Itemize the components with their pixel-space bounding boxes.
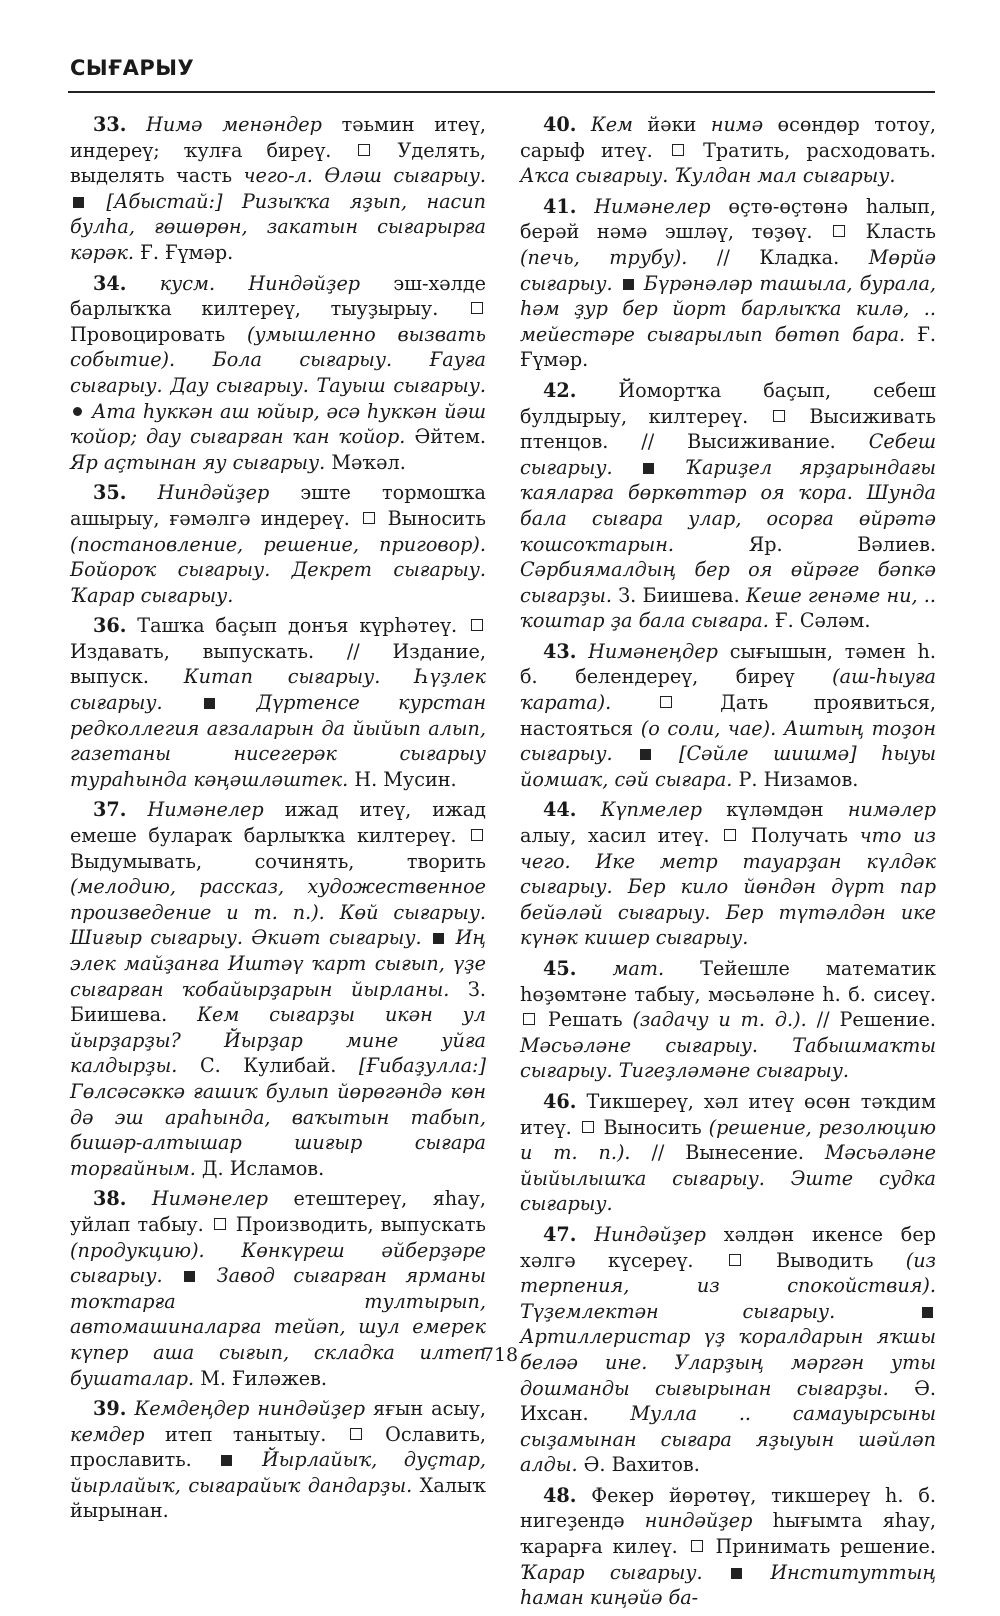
translation-marker-icon [471, 302, 483, 314]
italic-text: Нимәнелер [594, 194, 711, 218]
italic-text: Мәсьәләне йыйылышҡа сығарыу. Эште судка сығарыу. [520, 1141, 936, 1216]
body-text: Выносить [377, 506, 486, 530]
italic-text: Яр аҫтынан яу сығарыу. [70, 450, 326, 474]
entry-number: 44. [543, 798, 577, 822]
body-text: өсөндөр тотоу, сарыф итеү. [520, 113, 936, 162]
entry-number: 46. [543, 1089, 577, 1113]
italic-text: нимә [710, 113, 764, 136]
italic-text: Себеш сығарыу. [520, 430, 936, 479]
entry-number: 43. [543, 639, 577, 663]
italic-text: что из чего. Ике метр тауарҙан күлдәк сығарыу. Бер кило йөндән дүрт пар бейәләй сығарыу. Бер түтәлдән ике күнәк кишер сығарыу. [520, 824, 936, 950]
body-text: Ташҡа баҫып донъя күрһәтеү. [137, 614, 468, 638]
body-text: Выдумывать, сочинять, творить [70, 849, 486, 873]
entry-number: 38. [93, 1187, 127, 1211]
italic-text: Мөрйә сығарыу. [520, 245, 936, 295]
italic-text: Мулла .. самауырсыны сыҙамынан сығара яҙыуын шәйләп алды. [520, 1402, 936, 1477]
body-text [613, 456, 641, 479]
translation-marker-icon [214, 1218, 226, 1230]
translation-marker-icon [358, 144, 370, 156]
dictionary-entry [70, 613, 486, 792]
body-text: яғын асыу, [365, 1397, 486, 1421]
running-head: СЫҒАРЫУ [70, 56, 195, 80]
italic-text: (задачу и т. д.). [632, 1008, 807, 1032]
entry-number: 48. [543, 1483, 577, 1507]
body-text [703, 1561, 728, 1584]
body-text: З. Биишева. [70, 977, 486, 1027]
example-marker-icon [922, 1307, 933, 1318]
italic-text: Мәсьәләне сығарыу. Табышмаҡты сығарыу. Тигеҙләмәне сығарыу. [520, 1033, 936, 1083]
left-column [70, 112, 486, 1529]
dictionary-entry [520, 639, 936, 793]
body-text: сығышын, тәмен һ. б. белендереү, биреү [520, 639, 937, 689]
body-text: Провоцировать [70, 322, 247, 346]
body-text: Тейешле математик һөҙөмтәне табыу, мәсьәләне һ. б. сисеү. [520, 957, 936, 1006]
body-text: хәлдән икенсе бер хәлгә күсереү. [520, 1222, 936, 1272]
body-text [163, 691, 201, 714]
entry-number: 39. [93, 1397, 127, 1421]
body-text: Яр. Вәлиев. [673, 532, 936, 556]
italic-text: ниндәйҙер [644, 1509, 753, 1533]
italic-text: Нимәнелер [147, 798, 264, 822]
example-marker-icon [73, 197, 84, 208]
example-marker-icon [221, 1455, 232, 1466]
dictionary-entry [70, 797, 486, 1181]
italic-text: Кем [590, 113, 633, 136]
body-text: Производить, выпускать [228, 1212, 486, 1236]
italic-text: Кеше генәме ни, .. ҡоштар ҙа бала сығара. [520, 583, 936, 633]
body-text: // Решение. [806, 1008, 936, 1032]
body-text: итеп танытыу. [144, 1422, 347, 1446]
body-text: Ғ. Ғүмәр. [520, 322, 936, 372]
body-text: Тикшереү, хәл итеү өсөн тәҡдим итеү. [520, 1089, 936, 1139]
italic-text: Китап сығарыу. Һүҙлек сығарыу. [70, 665, 486, 715]
example-marker-icon [204, 698, 215, 709]
body-text: Ғ. Сәләм. [768, 609, 871, 633]
body-text: етештереү, яһау, уйлап табыу. [70, 1187, 486, 1236]
italic-text: нимәлер [847, 798, 936, 822]
body-text: М. Ғиләжев. [194, 1366, 328, 1390]
body-text: Тратить, расходовать. [686, 138, 936, 162]
body-text [835, 1300, 919, 1323]
body-text [613, 742, 638, 765]
translation-marker-icon [350, 1428, 362, 1440]
example-marker-icon [731, 1568, 742, 1579]
translation-marker-icon [471, 829, 483, 841]
italic-text: (печь, трубу). [520, 245, 688, 269]
proverb-marker-icon [73, 407, 82, 416]
italic-text: (из терпения, из спокойствия). Түҙемлектән сығарыу. [520, 1248, 937, 1323]
italic-text: Күпмелер [600, 798, 702, 822]
body-text: З. Биишева. [611, 583, 746, 607]
body-text [422, 926, 430, 949]
italic-text: Ниндәйҙер [594, 1222, 706, 1246]
italic-text: [Сәйле шишмә] һыуы йомшаҡ, сәй сығара. [520, 742, 936, 791]
body-text: Уделять, выделять часть [70, 138, 487, 188]
body-text: Д. Исламов. [195, 1156, 325, 1180]
example-marker-icon [643, 463, 654, 474]
italic-text: Ниндәйҙер [157, 481, 270, 505]
body-text: Мәҡәл. [325, 450, 406, 474]
italic-text: мат. [612, 957, 665, 980]
example-marker-icon [433, 933, 444, 944]
italic-text: (умышленно вызвать событие). Бола сығарыу. Ғауға сығарыу. Дау сығарыу. Тауыш сығарыу. [70, 322, 486, 397]
right-column [520, 112, 936, 1616]
translation-marker-icon [523, 1013, 535, 1025]
page-number: 718 [481, 1344, 519, 1366]
example-marker-icon [623, 279, 634, 290]
body-text: Получать [739, 824, 860, 848]
dictionary-entry [70, 271, 486, 476]
entry-number: 42. [543, 378, 577, 402]
italic-text: (мелодию, рассказ, художественное произведение и т. п.). Көй сығарыу. Шиғыр сығарыу. Әкиәт сығарыу. [70, 875, 486, 950]
italic-text: Нимә менәндер [146, 113, 322, 136]
entry-number: 34. [93, 271, 127, 295]
translation-marker-icon [660, 696, 672, 708]
italic-text: Йырлайыҡ, дуҫтар, йырлайыҡ, сығарайыҡ дандарҙы. [70, 1448, 486, 1497]
dictionary-entry [520, 194, 936, 373]
body-text: Р. Низамов. [732, 767, 859, 791]
translation-marker-icon [773, 410, 785, 422]
italic-text: Институттың һаман киңәйә ба- [520, 1560, 936, 1610]
translation-marker-icon [724, 829, 736, 841]
entry-number: 36. [93, 614, 127, 638]
body-text: Высиживать птенцов. // Высиживание. [520, 404, 937, 454]
body-text: Решать [538, 1008, 633, 1032]
dictionary-entry [520, 1089, 936, 1217]
italic-text: Аҡса сығарыу. Ҡулдан мал сығарыу. [520, 164, 896, 188]
italic-text: Сәрбиямалдың бер оя өйрәге бәпкә сығарҙы. [520, 558, 936, 607]
body-text: С. Кулибай. [177, 1054, 359, 1078]
italic-text: Кем сығарҙы икән ул йырҙарҙы? Йырҙар мине уйға калдырҙы. [70, 1003, 487, 1078]
body-text: Әйтем. [405, 425, 486, 449]
body-text: Дать проявиться, настояться [520, 691, 936, 740]
entry-number: 45. [543, 957, 577, 980]
body-text: тәьмин итеү, индереү; ҡулға биреү. [70, 113, 486, 162]
entry-number: 35. [93, 481, 127, 505]
translation-marker-icon [729, 1254, 741, 1266]
body-text [611, 691, 656, 714]
body-text: Халыҡ йырынан. [70, 1473, 486, 1523]
translation-marker-icon [363, 512, 375, 524]
body-text: Ә. Ихсан. [520, 1376, 936, 1426]
body-text: // Вынесение. [630, 1141, 825, 1165]
body-text: // Кладка. [687, 245, 869, 269]
body-text: Выносить [596, 1115, 709, 1139]
italic-text: [Ғибаҙулла:] Гөлсәсәккә ғашиҡ булып йөрөгәндә көн дә эш араһында, ваҡытын табып, бишәр-алтышар шиғыр сығара торғайным. [70, 1054, 486, 1180]
entry-number: 33. [93, 113, 127, 136]
italic-text: [Абыстай:] Ризыҡҡа яҙып, насип булһа, ғөшөрөн, закатын сығарырға кәрәк. [70, 189, 486, 264]
body-text: Ославить, прославить. [70, 1422, 486, 1472]
entry-number: 40. [543, 113, 577, 136]
italic-text: Дүртенсе курстан редколлегия ағзаларын да йыйып алып, газетаны нисегерәк сығарыу тураһында кәңәшләштек. [70, 691, 486, 791]
italic-text: Иң элек майҙанға Иштәү ҡарт сығып, үҙе сығарған ҡобайырҙарын йырланы. [70, 926, 486, 1001]
dictionary-entry [520, 112, 936, 189]
translation-marker-icon [833, 225, 845, 237]
body-text: Выводить [743, 1248, 906, 1272]
translation-marker-icon [582, 1121, 594, 1133]
entry-number: 41. [543, 194, 577, 218]
body-text: йәки [632, 113, 711, 136]
italic-text: Ҡарар сығарыу. [520, 1560, 703, 1584]
body-text: алыу, хасил итеү. [520, 824, 722, 848]
italic-text: Кемдеңдер ниндәйҙер [134, 1397, 366, 1421]
header-rule [68, 91, 935, 93]
example-marker-icon [640, 749, 651, 760]
italic-text: чего-л. Өләш сығарыу. [243, 164, 486, 188]
italic-text: (постановление, решение, приговор). Бойороҡ сығарыу. Декрет сығарыу. Ҡарар сығарыу. [70, 532, 486, 607]
body-text: Класть [848, 220, 936, 244]
entry-number: 37. [93, 798, 127, 822]
dictionary-entry [520, 797, 936, 951]
dictionary-entry [70, 1396, 486, 1524]
dictionary-entry [520, 956, 936, 1084]
dictionary-entry [520, 378, 936, 634]
body-text: һығымта яһау, ҡарарға килеү. [520, 1509, 936, 1559]
body-text: өҫтө-өҫтөнә һалып, берәй нәмә эшләү, төҙөү. [520, 194, 936, 244]
body-text: эш-хәлде барлыҡҡа килтереү, тыуҙырыу. [70, 271, 487, 321]
italic-text: Нимәнелер [151, 1187, 269, 1211]
body-text: Ә. Вахитов. [577, 1453, 700, 1477]
italic-text: (решение, резолюцию и т. п.). [520, 1115, 937, 1165]
body-text: Н. Мусин. [348, 767, 457, 791]
body-text: Йомортҡа баҫып, себеш булдырыу, килтереү. [520, 378, 937, 428]
italic-text: кемдер [70, 1422, 145, 1446]
entry-number: 47. [543, 1222, 577, 1246]
italic-text: Ҡариҙел ярҙарындағы ҡаяларға бөркөттәр оя ҡора. Шунда бала сығара улар, осорға өйрәтә ҡошсоҡтарын. [520, 455, 937, 556]
body-text: эште тормошҡа ашырыу, ғәмәлгә индереү. [70, 481, 486, 530]
italic-text: Ата һуккән аш юйыр, әсә һуккән йәш ҡойор; дау сығарған ҡан ҡойор. [70, 399, 486, 449]
translation-marker-icon [672, 144, 684, 156]
body-text: Фекер йөрөтөү, тикшереү һ. б. нигеҙендә [520, 1483, 937, 1533]
italic-text: Завод сығарған ярманы тоҡтарға тултырып, автомашиналарға тейәп, шул емерек күпер аша сығып, складка илтеп бушаталар. [70, 1264, 486, 1390]
italic-text: Бүрәнәләр ташыла, бурала, һәм ҙур бер йорт барлыҡҡа килә, .. мейестәре сығарылып бөтөп бара. [520, 271, 936, 346]
dictionary-entry [70, 112, 486, 266]
body-text [613, 272, 620, 295]
body-text: Принимать решение. [705, 1535, 936, 1559]
dictionary-entry [520, 1483, 936, 1611]
body-text: күләмдән [701, 798, 848, 822]
body-text: Ғ. Ғүмәр. [134, 240, 234, 264]
italic-text: (аш-һыуға ҡарата). [520, 665, 936, 715]
body-text [163, 1264, 181, 1287]
body-text: ижад итеү, ижад емеше булараҡ барлыҡҡа килтереү. [70, 798, 486, 848]
italic-text: (о соли, чае). Аштың тоҙон сығарыу. [520, 716, 936, 766]
italic-text: Артиллеристар үҙ ҡоралдарын яҡшы беләә ине. Уларҙың мәргән уты дошманды сығырынан сығарҙы. [520, 1325, 936, 1400]
translation-marker-icon [471, 619, 483, 631]
example-marker-icon [184, 1271, 195, 1282]
italic-text: кусм. Ниндәйҙер [159, 271, 361, 295]
translation-marker-icon [691, 1540, 703, 1552]
italic-text: Нимәнеңдер [588, 639, 718, 663]
dictionary-entry [70, 480, 486, 608]
italic-text: (продукцию). Көнкүреш әйберҙәре сығарыу. [70, 1238, 486, 1288]
body-text: Издавать, выпускать. // Издание, выпуск. [70, 639, 486, 689]
